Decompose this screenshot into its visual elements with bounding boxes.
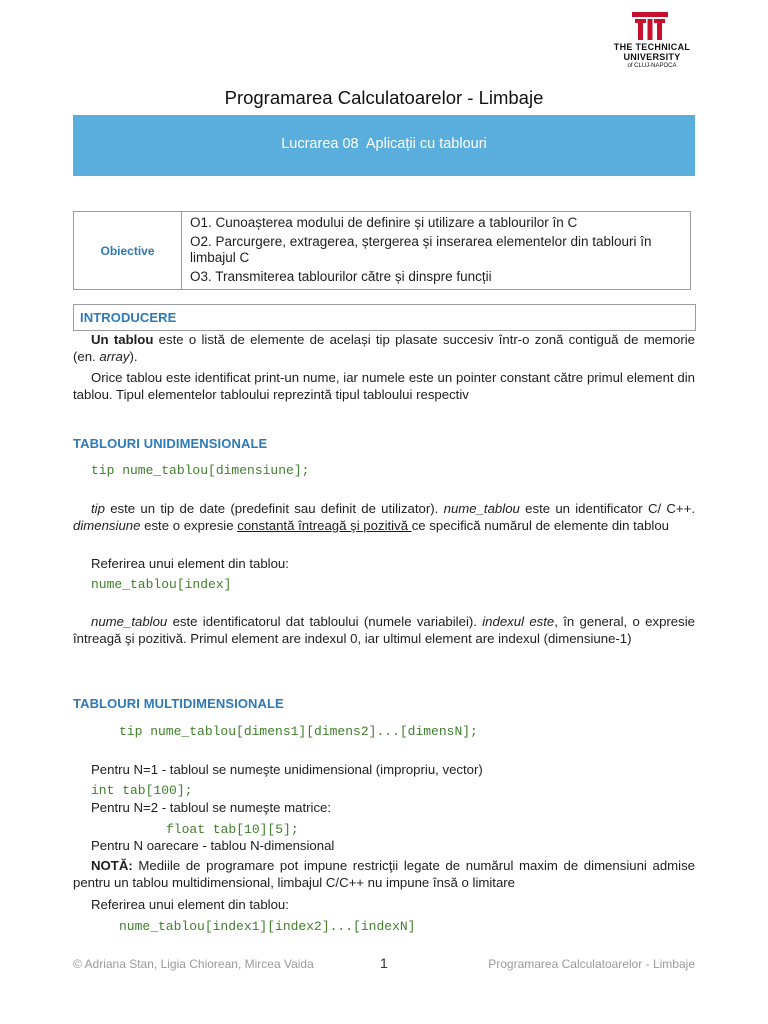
multi-nn-text: Pentru N oarecare - tablou N-dimensional [91,838,335,853]
uni-code-reference: nume_tablou[index] [91,577,232,592]
uni-term-nume: nume_tablou [443,501,520,516]
intro-p1-end: ). [129,348,138,364]
multi-code-reference: nume_tablou[index1][index2]...[indexN] [119,919,416,934]
uni-term-nume-2: nume_tablou [91,614,168,629]
uni-desc-part-2: este un identificator C/ C++. [519,501,695,516]
multi-n1-code: int tab[100]; [91,783,193,798]
objective-item: O2. Parcurgere, extragerea, ștergerea și inserarea elementelor din tablouri în limbajul C [190,233,652,265]
uni-desc-underlined: constantă întreagă şi pozitivă [237,517,412,533]
page-title: Programarea Calculatoarelor - Limbaje [224,87,544,108]
objective-item: O3. Transmiterea tablourilor către și dinspre funcții [190,268,492,284]
intro-paragraph-1 [73,332,695,365]
uni-term-index: indexul este [482,614,555,629]
uni-ref-label: Referirea unui element din tablou: [91,556,289,571]
lab-title-band [73,115,695,176]
uni-explanation [73,614,695,647]
multi-ref-label: Referirea unui element din tablou: [91,897,289,912]
uni-desc-part-1: este un tip de date (predefinit sau definit de utilizator). [104,501,444,516]
logo-line-2: UNIVERSITY [623,52,681,62]
objectives-label: Obiective [100,243,155,258]
intro-heading: INTRODUCERE [80,310,177,325]
lab-number: Lucrarea 08 [281,136,359,152]
multi-heading: TABLOURI MULTIDIMENSIONALE [73,696,284,711]
uni-expl-part-1: este identificatorul dat tabloului (numele variabilei). [167,614,483,629]
note-label: NOTĂ: [91,858,133,873]
objectives-list-cell [182,212,691,290]
multi-n1-text: Pentru N=1 - tabloul se numeşte unidimensional (impropriu, vector) [91,762,483,777]
objective-item: O1. Cunoașterea modului de definire și utilizare a tablourilor în C [190,215,578,230]
note-text: Mediile de programare pot impune restricţii legate de numărul maxim de dimensiuni admise pentru un tablou multidimensional, limbajul C/C++ nu impune însă o limitare [73,858,695,890]
lab-subject: Aplicații cu tablouri [365,136,487,152]
footer-authors: © Adriana Stan, Ligia Chiorean, Mircea Vaida [73,957,314,971]
university-logo [600,12,704,74]
multi-n2-text: Pentru N=2 - tabloul se numeşte matrice: [91,800,332,815]
intro-paragraph-2: Orice tablou este identificat print-un nume, iar numele este un pointer constant către primul element din tablou. Tipul elementelor tabloului reprezintă tipul tabloului respectiv [73,370,695,402]
intro-term-array: array [99,348,130,364]
logo-line-3: of CLUJ-NAPOCA [627,63,677,69]
uni-code-declaration: tip nume_tablou[dimensiune]; [91,463,310,478]
intro-p1-text: este o listă de elemente de același tip plasate succesiv într-o zonă contiguă de memorie (en. [73,332,695,364]
uni-description [73,501,695,534]
objectives-label-cell [74,212,182,290]
logo-line-1: THE TECHNICAL [613,42,691,52]
multi-code-declaration: tip nume_tablou[dimens1][dimens2]...[dimensN]; [119,724,478,739]
lab-title [73,136,695,152]
uni-heading: TABLOURI UNIDIMENSIONALE [73,436,268,451]
intro-heading-box [73,304,696,331]
footer-course: Programarea Calculatoarelor - Limbaje [488,957,695,971]
intro-term-tablou: Un tablou [91,332,154,347]
multi-note [73,858,695,891]
university-emblem-icon [632,12,668,40]
uni-desc-part-4: ce specifică numărul de elemente din tablou [411,517,670,533]
multi-n2-code: float tab[10][5]; [166,822,299,837]
objectives-table [73,211,691,290]
footer-page-number: 1 [380,955,388,971]
uni-term-tip: tip [91,501,105,516]
uni-expl-part-2: , în general, o expresie întreagă şi pozitivă. Primul element are indexul 0, iar ultimul element are indexul (dimensiune-1) [73,614,695,646]
uni-term-dimensiune: dimensiune [73,517,141,533]
uni-desc-part-3: este o expresie [140,517,238,533]
